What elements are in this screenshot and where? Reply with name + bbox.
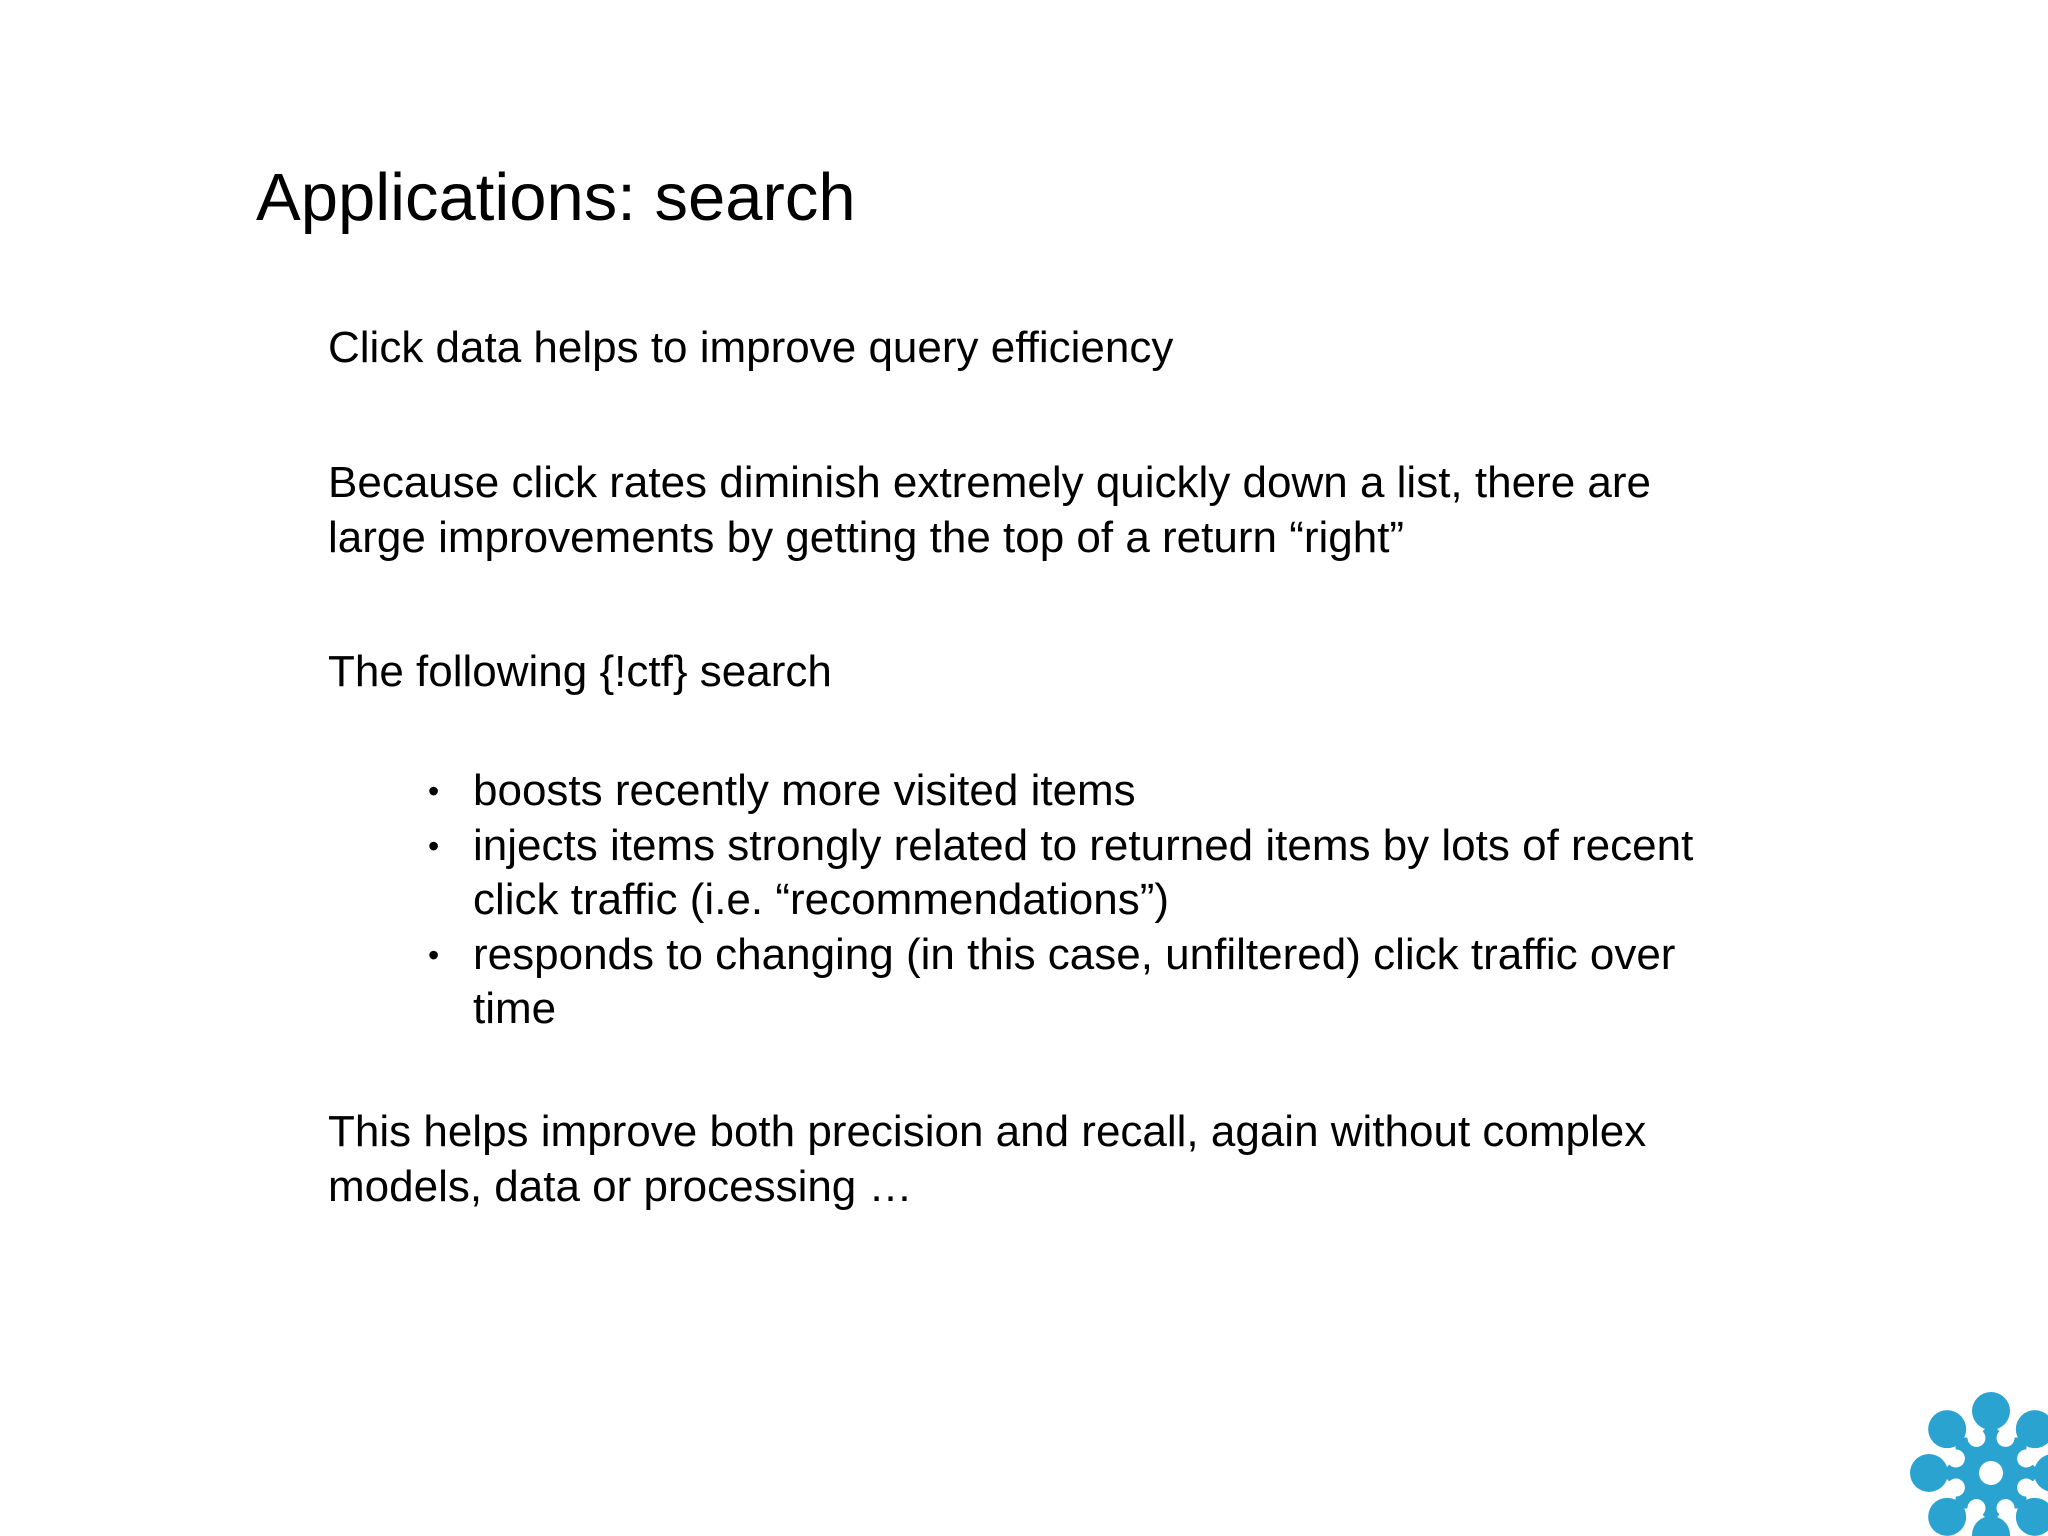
bullet-item	[428, 819, 1718, 928]
bullet-text: responds to changing (in this case, unfiltered) click traffic over time	[473, 929, 1676, 1033]
bullet-icon: •	[428, 936, 440, 973]
logo-petal	[2034, 1454, 2048, 1492]
bullet-item	[428, 764, 1718, 819]
logo-gap	[1997, 1429, 2015, 1447]
slide-title: Applications: search	[256, 160, 856, 235]
bullet-icon: •	[428, 827, 440, 864]
logo-petal	[1972, 1392, 2010, 1430]
paragraph-conclusion: This helps improve both precision and recall, again without complex models, data or processing …	[328, 1107, 1647, 1211]
bullet-text: boosts recently more visited items	[473, 766, 1136, 815]
logo-gap	[2017, 1449, 2035, 1467]
logo-petal	[1910, 1454, 1948, 1492]
logo-gap	[1947, 1479, 1965, 1497]
bullet-item	[428, 928, 1718, 1037]
logo-gap	[1997, 1499, 2015, 1517]
logo-petal	[1928, 1410, 1966, 1448]
paragraph-click-rates: Because click rates diminish extremely quickly down a list, there are large improvements by getting the top of a return “right”	[328, 458, 1651, 562]
bullet-list	[428, 764, 1718, 1037]
logo-petal	[1928, 1498, 1966, 1536]
logo-gap	[2017, 1479, 2035, 1497]
logo-gap	[1967, 1429, 1985, 1447]
logo-gap	[1947, 1449, 1965, 1467]
flower-logo-icon	[1888, 1376, 2048, 1536]
bullet-icon: •	[428, 773, 440, 809]
paragraph-following-search: The following {!ctf} search	[328, 647, 832, 696]
paragraph-click-data: Click data helps to improve query efficiency	[328, 323, 1174, 372]
logo-petal	[1972, 1516, 2010, 1536]
logo-gap	[1967, 1499, 1985, 1517]
logo-hole	[1979, 1461, 2003, 1485]
bullet-text: injects items strongly related to returned items by lots of recent click traffic (i.e. “recommendations”)	[473, 820, 1694, 924]
